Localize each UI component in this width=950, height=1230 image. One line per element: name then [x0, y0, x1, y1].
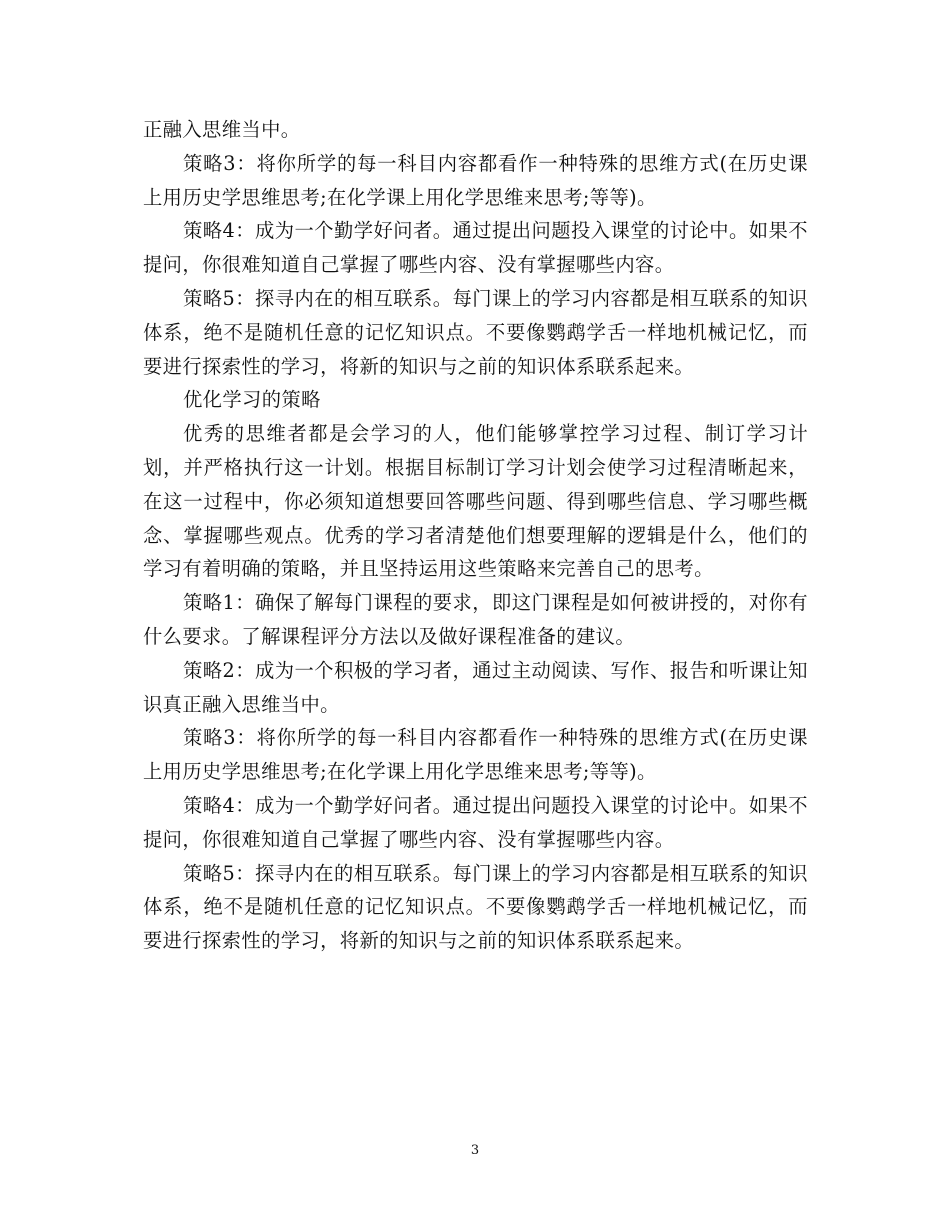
page-number: 3: [470, 1143, 480, 1158]
paragraph-continuation: 正融入思维当中。: [143, 118, 301, 141]
paragraph-strategy-1: 策略1：确保了解每门课程的要求，即这门课程是如何被讲授的，对你有什么要求。了解课程评分方法以及做好课程准备的建议。: [143, 591, 808, 648]
paragraph-strategy-5: 策略5：探寻内在的相互联系。每门课上的学习内容都是相互联系的知识体系，绝不是随机任意的记忆知识点。不要像鹦鹉学舌一样地机械记忆，而要进行探索性的学习，将新的知识与之前的知识体系联系起来。: [143, 286, 808, 378]
paragraph-strategy-5-repeat: 策略5：探寻内在的相互联系。每门课上的学习内容都是相互联系的知识体系，绝不是随机任意的记忆知识点。不要像鹦鹉学舌一样地机械记忆，而要进行探索性的学习，将新的知识与之前的知识体系联系起来。: [143, 861, 808, 953]
paragraph-strategy-4-repeat: 策略4：成为一个勤学好问者。通过提出问题投入课堂的讨论中。如果不提问，你很难知道自己掌握了哪些内容、没有掌握哪些内容。: [143, 793, 808, 851]
section-heading: 优化学习的策略: [183, 388, 321, 412]
paragraph-intro: 优秀的思维者都是会学习的人，他们能够掌控学习过程、制订学习计划，并严格执行这一计划。根据目标制订学习计划会使学习过程清晰起来，在这一过程中，你必须知道想要回答哪些问题、得到哪些信息、学习哪些概念、掌握哪些观点。优秀的学习者清楚他们想要理解的逻辑是什么，他们的学习有着明确的策略，并且坚持运用这些策略来完善自己的思考。: [143, 422, 808, 581]
paragraph-strategy-3: 策略3：将你所学的每一科目内容都看作一种特殊的思维方式(在历史课上用历史学思维思考;在化学课上用化学思维来思考;等等)。: [143, 151, 808, 209]
paragraph-strategy-3-repeat: 策略3：将你所学的每一科目内容都看作一种特殊的思维方式(在历史课上用历史学思维思考;在化学课上用化学思维来思考;等等)。: [143, 726, 808, 784]
document-body: [143, 113, 808, 958]
paragraph-strategy-2: 策略2：成为一个积极的学习者，通过主动阅读、写作、报告和听课让知识真正融入思维当中。: [143, 658, 808, 716]
paragraph-strategy-4: 策略4：成为一个勤学好问者。通过提出问题投入课堂的讨论中。如果不提问，你很难知道自己掌握了哪些内容、没有掌握哪些内容。: [143, 219, 808, 277]
